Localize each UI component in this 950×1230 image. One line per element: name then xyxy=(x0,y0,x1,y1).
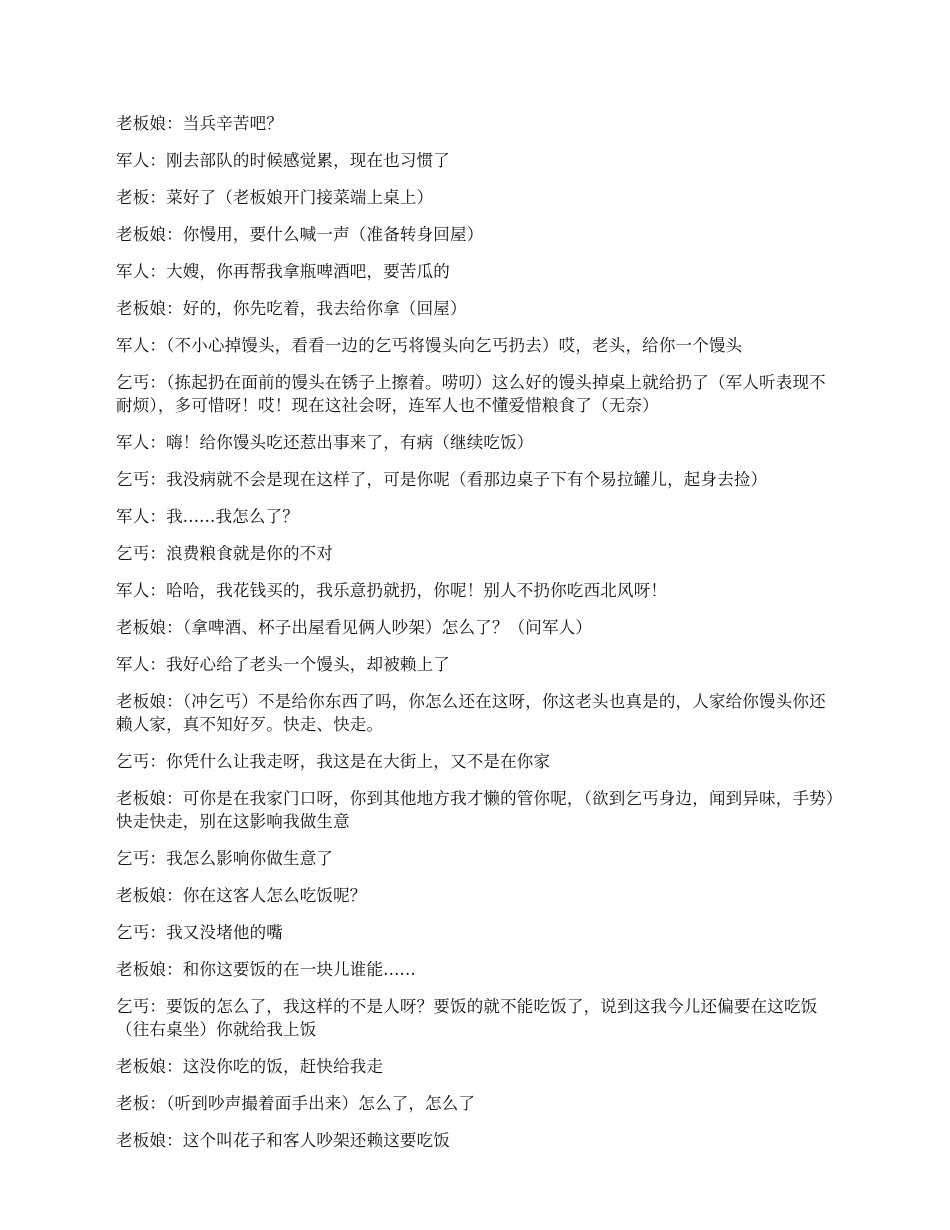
dialogue-line: 老板：（听到吵声撮着面手出来）怎么了，怎么了 xyxy=(116,1094,476,1113)
dialogue-line: 老板娘：可你是在我家门口呀，你到其他地方我才懒的管你呢，（欲到乞丐身边，闻到异味，手势）快走快走，别在这影响我做生意 xyxy=(116,789,835,831)
dialogue-line: 老板娘：这没你吃的饭，赶快给我走 xyxy=(116,1057,384,1076)
dialogue-line: 军人：我好心给了老头一个馒头，却被赖上了 xyxy=(116,655,450,674)
dialogue-line: 乞丐：我又没堵他的嘴 xyxy=(116,923,283,942)
dialogue-line: 老板娘：和你这要饭的在一块儿谁能...... xyxy=(116,960,416,979)
dialogue-line: 老板娘：你慢用，要什么喊一声（准备转身回屋） xyxy=(116,225,484,244)
dialogue-line: 乞丐：你凭什么让我走呀，我这是在大街上，又不是在你家 xyxy=(116,752,551,771)
dialogue-line: 乞丐：要饭的怎么了，我这样的不是人呀？要饭的就不能吃饭了，说到这我今儿还偏要在这吃饭（往右桌坐）你就给我上饭 xyxy=(116,997,818,1039)
dialogue-line: 军人：刚去部队的时候感觉累，现在也习惯了 xyxy=(116,151,450,170)
dialogue-line: 老板娘：（拿啤酒、杯子出屋看见俩人吵架）怎么了？（问军人） xyxy=(116,618,593,637)
dialogue-line: 老板娘：（冲乞丐）不是给你东西了吗，你怎么还在这呀，你这老头也真是的，人家给你馒头你还赖人家，真不知好歹。快走、快走。 xyxy=(116,692,826,734)
dialogue-line: 乞丐：（拣起扔在面前的馒头在锈子上擦着。唠叨）这么好的馒头掉桌上就给扔了（军人听表现不耐烦），多可惜呀！哎！现在这社会呀，连军人也不懂爱惜粮食了（无奈） xyxy=(116,373,826,415)
dialogue-line: 老板娘：你在这客人怎么吃饭呢？ xyxy=(116,886,367,905)
dialogue-line: 老板娘：这个叫花子和客人吵架还赖这要吃饭 xyxy=(116,1131,450,1150)
dialogue-line: 乞丐：浪费粮食就是你的不对 xyxy=(116,544,334,563)
dialogue-line: 老板娘：当兵辛苦吧？ xyxy=(116,114,283,133)
dialogue-line: 乞丐：我怎么影响你做生意了 xyxy=(116,849,334,868)
dialogue-line: 军人：大嫂，你再帮我拿瓶啤酒吧，要苦瓜的 xyxy=(116,262,450,281)
dialogue-line: 军人：（不小心掉馒头，看看一边的乞丐将馒头向乞丐扔去）哎，老头，给你一个馒头 xyxy=(116,336,743,355)
dialogue-line: 老板娘：好的，你先吃着，我去给你拿（回屋） xyxy=(116,299,467,318)
dialogue-line: 军人：哈哈，我花钱买的，我乐意扔就扔，你呢！别人不扔你吃西北风呀！ xyxy=(116,581,668,600)
dialogue-line: 乞丐：我没病就不会是现在这样了，可是你呢（看那边桌子下有个易拉罐儿，起身去捡） xyxy=(116,470,768,489)
dialogue-line: 老板：菜好了（老板娘开门接菜端上桌上） xyxy=(116,188,434,207)
script-body xyxy=(116,112,842,1166)
dialogue-line: 军人：我......我怎么了？ xyxy=(116,507,299,526)
dialogue-line: 军人：嗨！给你馒头吃还惹出事来了，有病（继续吃饭） xyxy=(116,433,534,452)
